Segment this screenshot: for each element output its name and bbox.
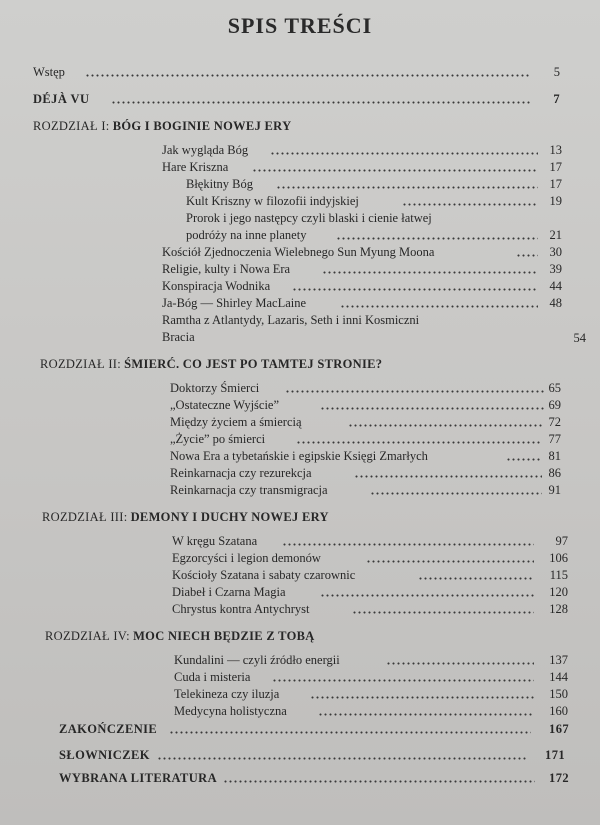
toc-entry-page: 77 bbox=[548, 432, 561, 446]
toc-entry-page: 7 bbox=[553, 92, 560, 106]
toc-entry-label: „Życie” po śmierci bbox=[170, 432, 266, 446]
leader-dots bbox=[282, 534, 534, 549]
toc-entry-page: 39 bbox=[549, 262, 562, 276]
toc-entry bbox=[162, 143, 564, 159]
toc-entry-deja-vu bbox=[33, 92, 560, 108]
leader-dots bbox=[157, 748, 527, 763]
leader-dots bbox=[276, 177, 538, 192]
toc-entry-page: 106 bbox=[549, 551, 568, 565]
toc-subentry bbox=[186, 177, 564, 193]
toc-entry-label: W kręgu Szatana bbox=[172, 534, 258, 548]
leader-dots bbox=[370, 483, 542, 498]
leader-dots bbox=[402, 194, 538, 209]
chapter-heading bbox=[33, 119, 291, 134]
leader-dots bbox=[418, 568, 534, 583]
toc-subentry-line1: Prorok i jego następcy czyli blaski i cienie łatwej bbox=[186, 211, 432, 225]
toc-entry-line1: Ramtha z Atlantydy, Lazaris, Seth i inni Kosmiczni bbox=[162, 313, 420, 327]
chapter-title: DEMONY I DUCHY NOWEJ ERY bbox=[130, 510, 329, 524]
toc-entry bbox=[170, 432, 561, 448]
toc-entry-page: 150 bbox=[549, 687, 568, 701]
toc-subentry bbox=[186, 228, 564, 244]
toc-entry bbox=[174, 670, 570, 686]
leader-dots bbox=[252, 160, 538, 175]
toc-entry-label: Między życiem a śmiercią bbox=[170, 415, 302, 429]
toc-entry-label: Doktorzy Śmierci bbox=[170, 381, 260, 395]
toc-entry-conclusion bbox=[59, 722, 570, 738]
leader-dots bbox=[223, 771, 535, 786]
chapter-prefix: ROZDZIAŁ IV: bbox=[45, 629, 130, 643]
chapter-prefix: ROZDZIAŁ II: bbox=[40, 357, 122, 371]
toc-entry-label: „Ostateczne Wyjście” bbox=[170, 398, 280, 412]
chapter-prefix: ROZDZIAŁ III: bbox=[42, 510, 128, 524]
leader-dots bbox=[352, 602, 534, 617]
toc-entry bbox=[174, 704, 570, 720]
toc-entry-page: 91 bbox=[548, 483, 561, 497]
toc-entry-label: WYBRANA LITERATURA bbox=[59, 771, 218, 785]
leader-dots bbox=[366, 551, 534, 566]
leader-dots bbox=[296, 432, 542, 447]
toc-entry bbox=[172, 585, 568, 601]
leader-dots bbox=[354, 466, 542, 481]
toc-entry bbox=[172, 602, 568, 618]
toc-entry bbox=[174, 687, 570, 703]
toc-entry-label: Kościoły Szatana i sabaty czarownic bbox=[172, 568, 356, 582]
leader-dots bbox=[320, 398, 545, 413]
toc-entry-label: Reinkarnacja czy transmigracja bbox=[170, 483, 328, 497]
toc-entry-label: Kult Kriszny w filozofii indyjskiej bbox=[186, 194, 359, 208]
toc-entry-label: Religie, kulty i Nowa Era bbox=[162, 262, 291, 276]
toc-entry-page: 19 bbox=[549, 194, 562, 208]
chapter-heading bbox=[42, 510, 329, 525]
toc-entry-page: 5 bbox=[553, 65, 560, 79]
toc-entry-page: 69 bbox=[548, 398, 561, 412]
toc-entry-glossary bbox=[59, 748, 570, 764]
toc-entry-label: Diabeł i Czarna Magia bbox=[172, 585, 286, 599]
toc-entry-label: Chrystus kontra Antychryst bbox=[172, 602, 310, 616]
toc-entry-label: Wstęp bbox=[33, 65, 65, 79]
toc-entry-page: 171 bbox=[545, 748, 565, 762]
toc-subentry bbox=[186, 194, 564, 210]
toc-entry-label: podróży na inne planety bbox=[186, 228, 307, 242]
toc-entry bbox=[162, 296, 564, 312]
chapter-prefix: ROZDZIAŁ I: bbox=[33, 119, 110, 133]
toc-entry bbox=[172, 551, 568, 567]
chapter-title: ŚMIERĆ. CO JEST PO TAMTEJ STRONIE? bbox=[124, 357, 383, 371]
page-title: SPIS TREŚCI bbox=[227, 13, 373, 38]
toc-entry-page: 44 bbox=[549, 279, 562, 293]
chapter-title: MOC NIECH BĘDZIE Z TOBĄ bbox=[133, 629, 315, 643]
toc-entry-page: 65 bbox=[548, 381, 561, 395]
toc-entry-label: Egzorcyści i legion demonów bbox=[172, 551, 321, 565]
toc-entry-page: 48 bbox=[549, 296, 562, 310]
toc-entry-page: 128 bbox=[549, 602, 568, 616]
toc-entry bbox=[170, 483, 561, 499]
toc-entry-page: 172 bbox=[549, 771, 569, 785]
toc-entry bbox=[170, 398, 561, 414]
toc-entry bbox=[162, 279, 564, 295]
toc-entry bbox=[170, 415, 561, 431]
toc-entry-page: 17 bbox=[549, 177, 562, 191]
chapter-title: BÓG I BOGINIE NOWEJ ERY bbox=[112, 119, 292, 133]
toc-entry-label: Nowa Era a tybetańskie i egipskie Księgi Zmarłych bbox=[170, 449, 428, 463]
leader-dots bbox=[270, 143, 538, 158]
chapter-heading bbox=[45, 629, 315, 644]
toc-entry-page: 97 bbox=[555, 534, 568, 548]
toc-entry-page: 144 bbox=[549, 670, 568, 684]
toc-entry-page: 17 bbox=[549, 160, 562, 174]
leader-dots bbox=[320, 585, 534, 600]
toc-entry-page: 30 bbox=[549, 245, 562, 259]
toc-entry-page: 54 bbox=[573, 331, 586, 345]
toc-entry-label: Medycyna holistyczna bbox=[174, 704, 287, 718]
toc-entry-label: Hare Kriszna bbox=[162, 160, 229, 174]
toc-entry-page: 86 bbox=[548, 466, 561, 480]
leader-dots bbox=[340, 296, 538, 311]
toc-entry-label: Reinkarnacja czy rezurekcja bbox=[170, 466, 312, 480]
leader-dots bbox=[348, 415, 542, 430]
toc-entry-label: Błękitny Bóg bbox=[186, 177, 254, 191]
toc-entry bbox=[170, 381, 561, 397]
toc-entry-page: 167 bbox=[549, 722, 569, 736]
toc-entry bbox=[162, 160, 564, 176]
toc-entry bbox=[162, 245, 564, 261]
leader-dots bbox=[285, 381, 545, 396]
toc-entry-label: Konspiracja Wodnika bbox=[162, 279, 271, 293]
leader-dots bbox=[111, 92, 531, 107]
leader-dots bbox=[318, 704, 534, 719]
toc-entry-page: 115 bbox=[549, 568, 568, 582]
toc-entry bbox=[162, 330, 586, 346]
toc-entry-label: Kundalini — czyli źródło energii bbox=[174, 653, 340, 667]
chapter-heading bbox=[40, 357, 382, 372]
toc-entry bbox=[170, 466, 561, 482]
leader-dots bbox=[292, 279, 538, 294]
toc-entry bbox=[170, 449, 561, 465]
toc-entry-bibliography bbox=[59, 771, 570, 787]
toc-entry-label: Bracia bbox=[162, 330, 195, 344]
toc-entry bbox=[172, 534, 568, 550]
toc-entry-label: Telekineza czy iluzja bbox=[174, 687, 280, 701]
toc-entry-intro bbox=[33, 65, 560, 81]
toc-entry-page: 160 bbox=[549, 704, 568, 718]
toc-entry-page: 13 bbox=[549, 143, 562, 157]
leader-dots bbox=[322, 262, 538, 277]
toc-entry-label: Kościół Zjednoczenia Wielebnego Sun Myung Moona bbox=[162, 245, 435, 259]
toc-entry-page: 72 bbox=[548, 415, 561, 429]
toc-entry-label: Jak wygląda Bóg bbox=[162, 143, 249, 157]
toc-entry-page: 81 bbox=[548, 449, 561, 463]
toc-entry-label: Ja-Bóg — Shirley MacLaine bbox=[162, 296, 307, 310]
toc-entry-page: 137 bbox=[549, 653, 568, 667]
leader-dots bbox=[386, 653, 534, 668]
toc-entry-label: Cuda i misteria bbox=[174, 670, 251, 684]
toc-entry-page: 21 bbox=[549, 228, 562, 242]
toc-entry bbox=[172, 568, 568, 584]
toc-entry bbox=[162, 262, 564, 278]
toc-entry bbox=[174, 653, 570, 669]
toc-entry-label: DÉJÀ VU bbox=[33, 92, 90, 106]
leader-dots bbox=[272, 670, 534, 685]
leader-dots bbox=[169, 722, 531, 737]
leader-dots bbox=[85, 65, 530, 80]
leader-dots bbox=[336, 228, 538, 243]
leader-dots bbox=[310, 687, 534, 702]
toc-entry-page: 120 bbox=[549, 585, 568, 599]
toc-entry-label: SŁOWNICZEK bbox=[59, 748, 150, 762]
toc-entry-label: ZAKOŃCZENIE bbox=[59, 722, 158, 736]
